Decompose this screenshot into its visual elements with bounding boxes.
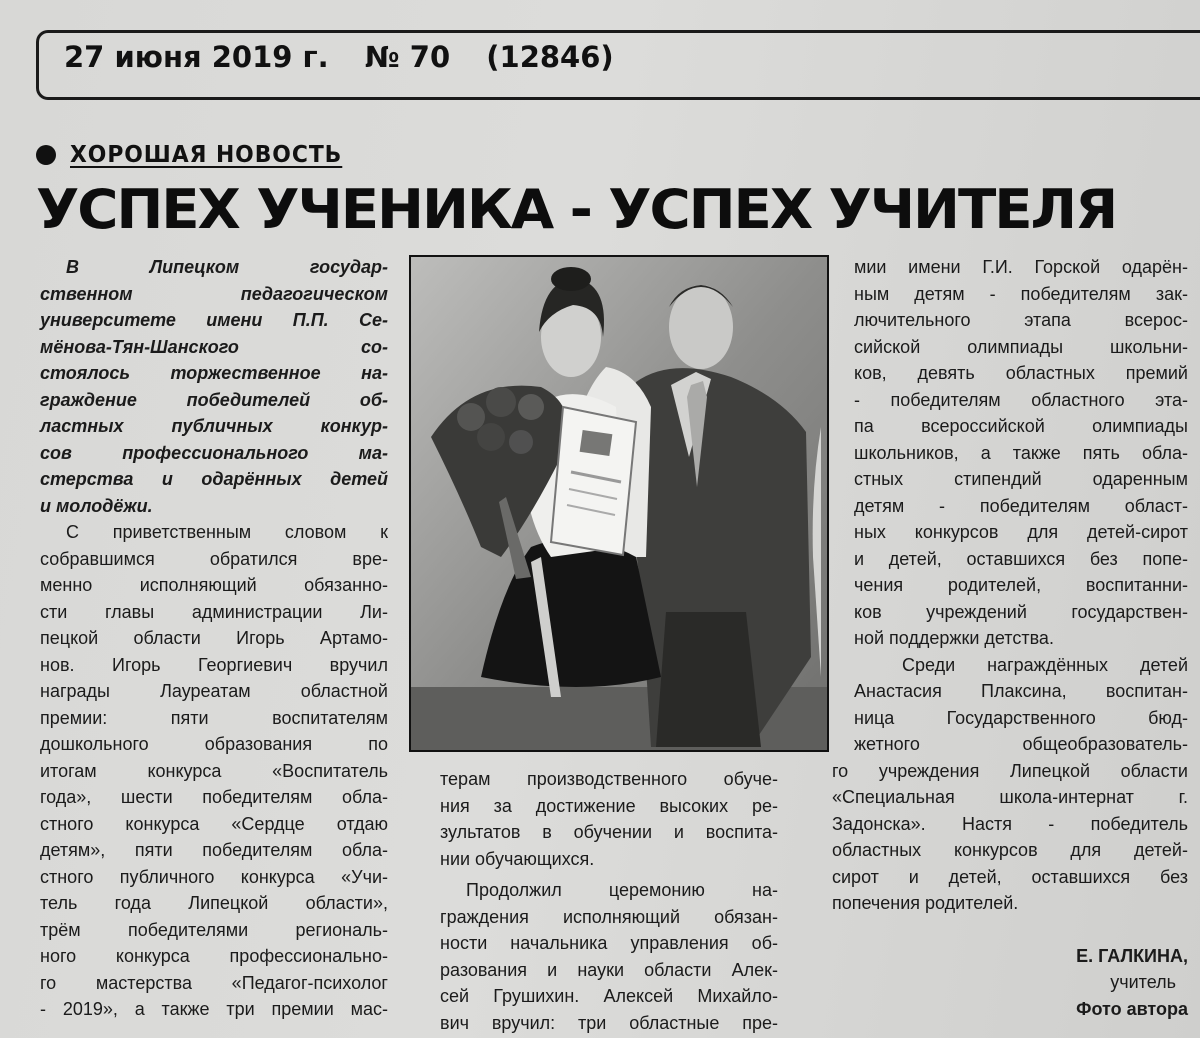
lead-line: ластных публичных конкур- (40, 416, 388, 436)
text-line: го мастерства «Педагог-психолог (40, 972, 388, 993)
text-line: школьников, а также пять обла- (854, 442, 1188, 463)
text-line: С приветственным словом к (66, 522, 388, 542)
text-line: нии обучающихся. (440, 848, 595, 869)
article-headline: УСПЕХ УЧЕНИКА - УСПЕХ УЧИТЕЛЯ (36, 178, 1117, 241)
text-line: премии: пяти воспитателям (40, 707, 388, 728)
text-line: детям», пяти победителям обла- (40, 840, 388, 860)
text-line: вич вручил: три областные пре- (440, 1012, 778, 1033)
text-line: па всероссийской олимпиады (854, 416, 1188, 436)
photo-credit: Фото автора (1076, 998, 1188, 1019)
text-line: мии имени Г.И. Горской одарён- (854, 257, 1188, 277)
text-line: Задонска». Настя - победитель (832, 813, 1188, 834)
author-name: Е. ГАЛКИНА, (1076, 945, 1188, 966)
text-line: собравшимся обратился вре- (40, 548, 388, 569)
text-line: тель года Липецкой области», (40, 893, 388, 913)
lead-line: мёнова-Тян-Шанского со- (40, 336, 388, 357)
text-line: - 2019», а также три премии мас- (40, 999, 388, 1019)
column-right (832, 254, 1188, 1022)
text-line: го учреждения Липецкой области (832, 760, 1188, 781)
text-line: стного публичного конкурса «Учи- (40, 866, 388, 887)
lead-line: стерства и одарённых детей (40, 469, 388, 489)
text-line: года», шести победителям обла- (40, 787, 388, 807)
body-text-left (40, 519, 388, 1023)
text-line: ных конкурсов для детей-сирот (854, 522, 1188, 542)
text-line: сей Грушихин. Алексей Михайло- (440, 986, 778, 1006)
lead-line: стоялось торжественное на- (40, 363, 388, 383)
issue-header (64, 40, 640, 74)
text-line: Среди награждённых детей (902, 654, 1188, 675)
text-line: жетного общеобразователь- (854, 734, 1188, 754)
text-line: ния за достижение высоких ре- (440, 795, 778, 816)
text-line: детям - победителям област- (854, 495, 1188, 516)
text-line: сти главы администрации Ли- (40, 601, 388, 622)
article-photo (409, 255, 829, 752)
text-line: зультатов в обучении и воспита- (440, 822, 778, 842)
text-line: ница Государственного бюд- (854, 707, 1188, 728)
text-line: Продолжил церемонию на- (466, 880, 778, 900)
text-line: попечения родителей. (832, 893, 1019, 913)
text-line: граждения исполняющий обязан- (440, 906, 778, 927)
text-line: и детей, оставшихся без попе- (854, 548, 1188, 569)
text-line: сийской олимпиады школьни- (854, 336, 1188, 357)
lead-line: университете имени П.П. Се- (40, 310, 388, 330)
text-line: - победителям областного эта- (854, 389, 1188, 410)
rubric (36, 140, 357, 170)
issue-number: № 70 (364, 40, 451, 74)
text-line: трём победителями региональ- (40, 919, 388, 940)
text-line: стных стипендий одаренным (854, 469, 1188, 489)
rubric-label: ХОРОШАЯ НОВОСТЬ (70, 142, 343, 168)
text-line: областных конкурсов для детей- (832, 840, 1188, 860)
text-line: сирот и детей, оставшихся без (832, 866, 1188, 887)
bullet-icon (36, 145, 56, 165)
certificate-icon (551, 407, 636, 555)
issue-total: (12846) (486, 40, 614, 74)
column-left (40, 254, 388, 1023)
text-line: стного конкурса «Сердце отдаю (40, 813, 388, 834)
text-line: нов. Игорь Георгиевич вручил (40, 654, 388, 675)
text-line: ности начальника управления об- (440, 933, 778, 953)
lead-line: сов профессионального ма- (40, 442, 388, 463)
lead-line: и молодёжи. (40, 495, 153, 516)
lead-line: ственном педагогическом (40, 283, 388, 304)
award-ceremony-photo (411, 257, 827, 750)
text-line: дошкольного образования по (40, 734, 388, 754)
text-line: ного конкурса профессионально- (40, 946, 388, 966)
author-role: учитель (1110, 972, 1176, 992)
text-line: ков, девять областных премий (854, 363, 1188, 383)
text-line: терам производственного обуче- (440, 769, 778, 789)
text-line: пецкой области Игорь Артамо- (40, 628, 388, 648)
article-lead (40, 254, 388, 519)
issue-date: 27 июня 2019 г. (64, 40, 329, 74)
text-line: итогам конкурса «Воспитатель (40, 760, 388, 781)
text-line: чения родителей, воспитанни- (854, 575, 1188, 595)
lead-line: граждение победителей об- (40, 389, 388, 410)
text-line: награды Лауреатам областной (40, 681, 388, 701)
text-line: менно исполняющий обязанно- (40, 575, 388, 595)
text-line: лючительного этапа всерос- (854, 310, 1188, 330)
text-line: ной поддержки детства. (854, 628, 1054, 648)
text-line: Анастасия Плаксина, воспитан- (854, 681, 1188, 701)
text-line: «Специальная школа-интернат г. (832, 787, 1188, 807)
lead-line: В Липецком государ- (66, 257, 388, 277)
column-middle (440, 766, 778, 1036)
text-line: ным детям - победителям зак- (854, 283, 1188, 304)
text-line: разования и науки области Алек- (440, 959, 778, 980)
text-line: ков учреждений государствен- (854, 601, 1188, 622)
